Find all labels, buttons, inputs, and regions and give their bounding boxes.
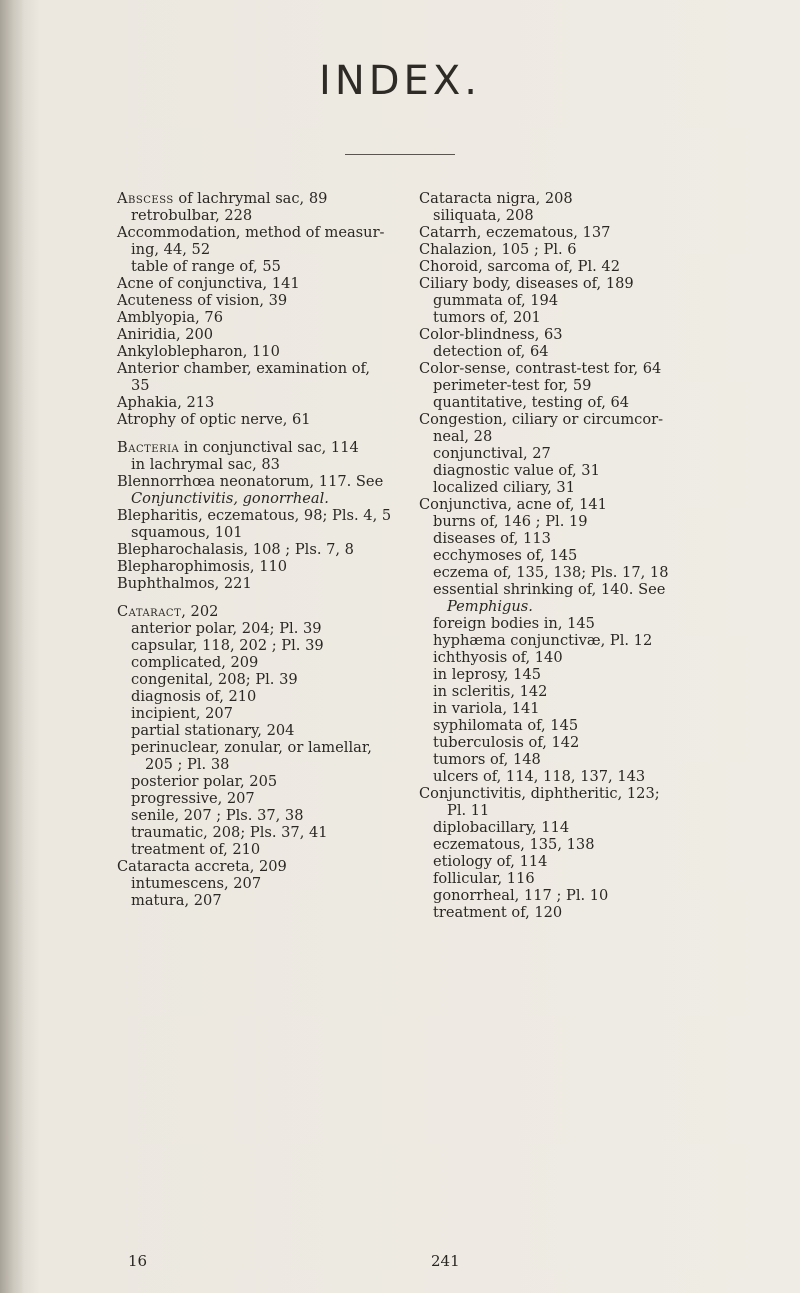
entry-text: neal, 28 — [433, 428, 493, 445]
index-entry — [117, 637, 392, 654]
entry-text: partial stationary, 204 — [131, 722, 295, 739]
index-entry — [419, 530, 709, 547]
entry-text: ing, 44, 52 — [131, 241, 211, 258]
index-entry — [419, 666, 709, 683]
entry-text: diplobacillary, 114 — [433, 819, 570, 836]
entry-text: posterior polar, 205 — [131, 773, 278, 790]
index-entry — [117, 654, 392, 671]
entry-text: complicated, 209 — [131, 654, 259, 671]
entry-text: Cataracta nigra, 208 — [419, 190, 573, 207]
entry-text: Conjunctiva, acne of, 141 — [419, 496, 607, 513]
entry-text: Buphthalmos, 221 — [117, 575, 252, 592]
index-entry — [117, 575, 392, 592]
entry-headword: Bacteria — [117, 439, 180, 456]
index-entry — [419, 479, 709, 496]
entry-text: Cataracta accreta, 209 — [117, 858, 287, 875]
entry-text: anterior polar, 204; Pl. 39 — [131, 620, 322, 637]
index-entry — [117, 224, 392, 241]
index-entry — [419, 700, 709, 717]
index-entry — [117, 411, 392, 428]
index-entry — [419, 853, 709, 870]
index-entry — [419, 411, 709, 428]
index-entry — [117, 275, 392, 292]
entry-text: diagnostic value of, 31 — [433, 462, 600, 479]
index-entry — [117, 394, 392, 411]
title-rule — [345, 154, 455, 155]
index-entry — [117, 439, 392, 456]
entry-headword: Cataract — [117, 603, 182, 620]
entry-text: perinuclear, zonular, or lamellar, — [131, 739, 372, 756]
index-entry — [117, 258, 392, 275]
index-entry — [419, 615, 709, 632]
index-entry — [117, 377, 392, 394]
index-entry — [117, 790, 392, 807]
index-entry — [117, 773, 392, 790]
index-entry — [419, 258, 709, 275]
entry-text: Conjunctivitis, diphtheritic, 123; — [419, 785, 660, 802]
entry-text: of lachrymal sac, 89 — [173, 190, 328, 207]
entry-text: hyphæma conjunctivæ, Pl. 12 — [433, 632, 653, 649]
entry-text: progressive, 207 — [131, 790, 255, 807]
entry-text: Acne of conjunctiva, 141 — [117, 275, 300, 292]
index-entry — [419, 309, 709, 326]
entry-text: in variola, 141 — [433, 700, 540, 717]
entry-cross-reference: Pemphigus. — [447, 598, 533, 615]
entry-text: squamous, 101 — [131, 524, 243, 541]
index-entry — [419, 717, 709, 734]
index-entry — [117, 490, 392, 507]
entry-text: Blepharitis, eczematous, 98; Pls. 4, 5 — [117, 507, 392, 524]
index-entry — [419, 887, 709, 904]
index-entry — [419, 394, 709, 411]
entry-text: essential shrinking of, 140. See — [433, 581, 666, 598]
entry-text: perimeter-test for, 59 — [433, 377, 592, 394]
entry-text: in leprosy, 145 — [433, 666, 542, 683]
index-entry — [419, 360, 709, 377]
index-column-left — [117, 190, 392, 909]
index-entry — [117, 722, 392, 739]
entry-text: Chalazion, 105 ; Pl. 6 — [419, 241, 577, 258]
entry-text: Blepharophimosis, 110 — [117, 558, 288, 575]
entry-text: Atrophy of optic nerve, 61 — [117, 411, 311, 428]
entry-text: table of range of, 55 — [131, 258, 281, 275]
index-entry — [419, 445, 709, 462]
index-entry — [117, 620, 392, 637]
entry-text: Blepharochalasis, 108 ; Pls. 7, 8 — [117, 541, 354, 558]
entry-text: Acuteness of vision, 39 — [117, 292, 288, 309]
entry-text: gonorrheal, 117 ; Pl. 10 — [433, 887, 609, 904]
index-entry — [117, 343, 392, 360]
entry-text: congenital, 208; Pl. 39 — [131, 671, 298, 688]
entry-text: matura, 207 — [131, 892, 222, 909]
entry-text: incipient, 207 — [131, 705, 233, 722]
entry-text: syphilomata of, 145 — [433, 717, 579, 734]
index-entry — [117, 603, 392, 620]
entry-text: ichthyosis of, 140 — [433, 649, 563, 666]
index-entry — [419, 190, 709, 207]
entry-text: senile, 207 ; Pls. 37, 38 — [131, 807, 304, 824]
entry-text: eczema of, 135, 138; Pls. 17, 18 — [433, 564, 669, 581]
entry-text: foreign bodies in, 145 — [433, 615, 595, 632]
entry-text: Ankyloblepharon, 110 — [117, 343, 280, 360]
entry-text: 205 ; Pl. 38 — [145, 756, 230, 773]
entry-text: traumatic, 208; Pls. 37, 41 — [131, 824, 328, 841]
index-entry — [419, 547, 709, 564]
entry-text: tuberculosis of, 142 — [433, 734, 580, 751]
index-entry — [419, 292, 709, 309]
entry-text: Aniridia, 200 — [117, 326, 214, 343]
index-entry — [419, 734, 709, 751]
index-entry — [117, 671, 392, 688]
index-entry — [117, 841, 392, 858]
index-entry — [117, 807, 392, 824]
index-column-right — [419, 190, 709, 921]
entry-text: capsular, 118, 202 ; Pl. 39 — [131, 637, 324, 654]
index-entry — [117, 541, 392, 558]
entry-text: quantitative, testing of, 64 — [433, 394, 630, 411]
entry-text: Choroid, sarcoma of, Pl. 42 — [419, 258, 620, 275]
index-entry — [419, 513, 709, 530]
entry-text: localized ciliary, 31 — [433, 479, 575, 496]
index-entry — [117, 190, 392, 207]
index-entry — [117, 456, 392, 473]
index-entry — [117, 558, 392, 575]
entry-text: Color-blindness, 63 — [419, 326, 563, 343]
index-entry — [117, 360, 392, 377]
index-entry — [419, 343, 709, 360]
entry-text: tumors of, 201 — [433, 309, 541, 326]
entry-text: Amblyopia, 76 — [117, 309, 223, 326]
entry-text: treatment of, 210 — [131, 841, 261, 858]
entry-text: Blennorrhœa neonatorum, 117. See — [117, 473, 384, 490]
entry-text: etiology of, 114 — [433, 853, 548, 870]
index-entry — [117, 824, 392, 841]
entry-text: ulcers of, 114, 118, 137, 143 — [433, 768, 646, 785]
entry-text: intumescens, 207 — [131, 875, 262, 892]
entry-text: retrobulbar, 228 — [131, 207, 253, 224]
index-entry — [117, 207, 392, 224]
index-entry — [419, 428, 709, 445]
index-entry — [419, 377, 709, 394]
entry-text: Accommodation, method of measur- — [117, 224, 385, 241]
entry-text: conjunctival, 27 — [433, 445, 551, 462]
index-entry — [117, 309, 392, 326]
index-entry — [117, 524, 392, 541]
index-entry — [419, 768, 709, 785]
index-entry — [117, 875, 392, 892]
entry-text: Catarrh, eczematous, 137 — [419, 224, 611, 241]
entry-text: tumors of, 148 — [433, 751, 541, 768]
index-entry — [419, 275, 709, 292]
page-title: INDEX. — [319, 58, 481, 104]
index-entry — [419, 224, 709, 241]
index-entry — [419, 632, 709, 649]
entry-text: in conjunctival sac, 114 — [179, 439, 359, 456]
entry-text: follicular, 116 — [433, 870, 535, 887]
entry-text: 35 — [131, 377, 150, 394]
entry-text: Color-sense, contrast-test for, 64 — [419, 360, 662, 377]
entry-text: diseases of, 113 — [433, 530, 551, 547]
entry-text: Ciliary body, diseases of, 189 — [419, 275, 634, 292]
index-entry — [419, 870, 709, 887]
index-entry — [419, 836, 709, 853]
entry-text: gummata of, 194 — [433, 292, 559, 309]
entry-text: eczematous, 135, 138 — [433, 836, 595, 853]
index-entry — [117, 858, 392, 875]
index-entry — [117, 705, 392, 722]
entry-text: in lachrymal sac, 83 — [131, 456, 280, 473]
entry-text: treatment of, 120 — [433, 904, 563, 921]
index-entry — [419, 207, 709, 224]
index-entry — [419, 564, 709, 581]
index-entry — [419, 598, 709, 615]
entry-text: Aphakia, 213 — [117, 394, 215, 411]
page-number-left: 16 — [128, 1252, 148, 1270]
index-entry — [117, 756, 392, 773]
entry-text: in scleritis, 142 — [433, 683, 548, 700]
index-entry — [419, 326, 709, 343]
entry-cross-reference: Conjunctivitis, gonorrheal. — [131, 490, 329, 507]
index-entry — [117, 688, 392, 705]
index-entry — [117, 292, 392, 309]
page-number-right: 241 — [431, 1252, 460, 1270]
index-entry — [419, 785, 709, 802]
index-entry — [117, 507, 392, 524]
index-entry — [117, 326, 392, 343]
index-entry — [419, 241, 709, 258]
entry-text: Congestion, ciliary or circumcor- — [419, 411, 664, 428]
entry-text: Anterior chamber, examination of, — [117, 360, 371, 377]
index-entry — [419, 751, 709, 768]
page-binding-edge — [0, 0, 24, 1293]
entry-text: ecchymoses of, 145 — [433, 547, 578, 564]
index-entry — [419, 683, 709, 700]
index-entry — [419, 904, 709, 921]
entry-text: siliquata, 208 — [433, 207, 534, 224]
entry-text: , 202 — [181, 603, 219, 620]
index-entry — [117, 241, 392, 258]
index-entry — [117, 473, 392, 490]
index-entry — [117, 739, 392, 756]
index-entry — [419, 462, 709, 479]
index-entry — [419, 496, 709, 513]
entry-text: detection of, 64 — [433, 343, 549, 360]
index-entry — [419, 802, 709, 819]
entry-text: diagnosis of, 210 — [131, 688, 257, 705]
index-entry — [117, 892, 392, 909]
index-entry — [419, 581, 709, 598]
entry-text: Pl. 11 — [447, 802, 490, 819]
entry-text: burns of, 146 ; Pl. 19 — [433, 513, 588, 530]
index-entry — [419, 649, 709, 666]
entry-headword: Abscess — [117, 190, 174, 207]
index-entry — [419, 819, 709, 836]
